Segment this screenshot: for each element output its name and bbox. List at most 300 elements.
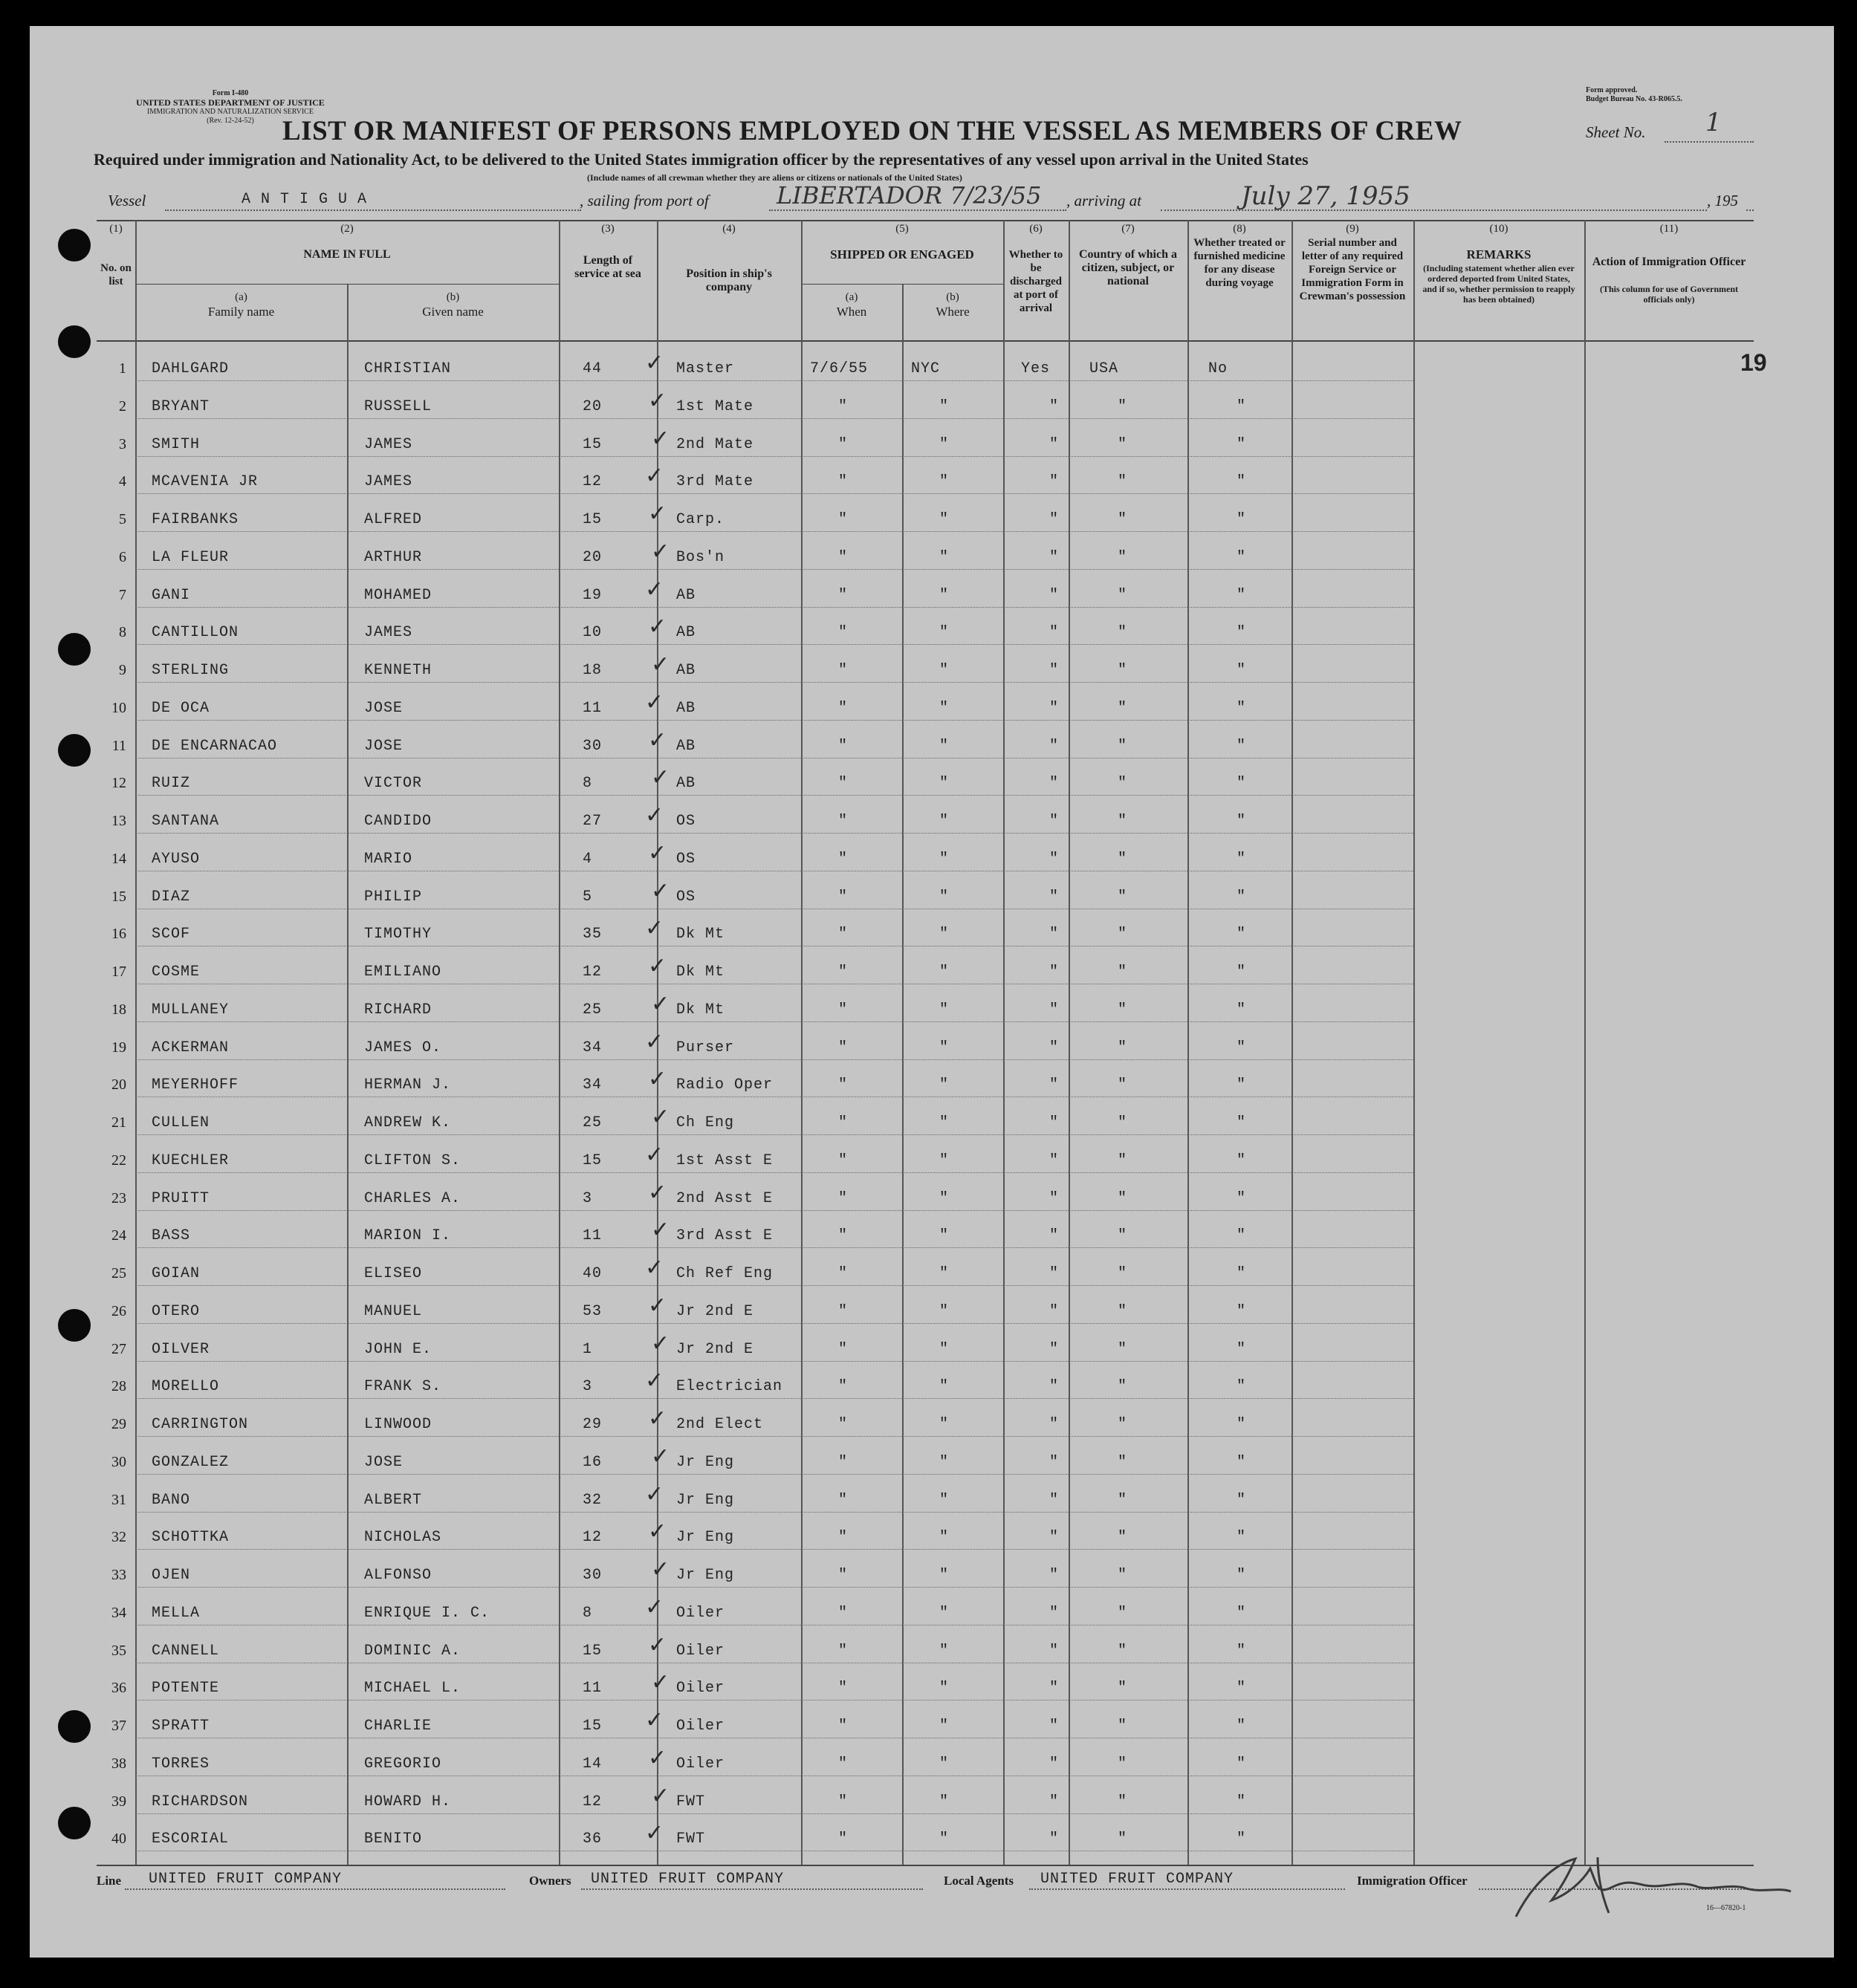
row-rule (135, 682, 1413, 683)
position: Master (676, 360, 735, 377)
agents-line (1029, 1888, 1345, 1890)
row-number: 32 (111, 1529, 126, 1546)
shipped-where: " (939, 473, 950, 491)
shipped-when: " (838, 397, 849, 415)
shipped-where: " (939, 511, 950, 528)
family-name: MELLA (152, 1604, 201, 1622)
position: Bos'n (676, 548, 725, 566)
treated: " (1237, 699, 1247, 717)
discharged: " (1049, 1151, 1060, 1169)
col5a-number: (a) (845, 291, 858, 303)
country: " (1118, 1642, 1128, 1660)
service: IMMIGRATION AND NATURALIZATION SERVICE (147, 108, 314, 116)
given-name: PHILIP (364, 888, 423, 906)
discharged: " (1049, 1642, 1060, 1660)
line-line (125, 1888, 505, 1890)
given-name: CANDIDO (364, 813, 432, 830)
check-mark: ✓ (651, 1217, 670, 1244)
check-mark: ✓ (645, 915, 664, 942)
given-name: RUSSELL (364, 397, 432, 415)
discharged: " (1049, 1718, 1060, 1735)
check-mark: ✓ (645, 576, 664, 602)
country: " (1118, 775, 1128, 793)
position: Jr 2nd E (676, 1302, 754, 1320)
country: " (1118, 1189, 1128, 1207)
form-number: Form I-480 (212, 89, 249, 97)
punch-hole (58, 229, 91, 262)
treated: " (1237, 1189, 1247, 1207)
country: " (1118, 1529, 1128, 1547)
check-mark: ✓ (648, 839, 667, 866)
country: " (1118, 1001, 1128, 1019)
given-name: RICHARD (364, 1001, 432, 1019)
treated: " (1237, 1491, 1247, 1509)
officer-label: Immigration Officer (1357, 1874, 1468, 1888)
given-name: HERMAN J. (364, 1076, 452, 1094)
position: Carp. (676, 511, 725, 528)
shipped-when: " (838, 1039, 849, 1056)
table-row (0, 1744, 1857, 1793)
row-number: 37 (111, 1718, 126, 1734)
row-number: 21 (111, 1114, 126, 1131)
count-mark: 19 (1740, 349, 1767, 376)
service-years: 3 (583, 1189, 593, 1207)
position: FWT (676, 1793, 706, 1810)
discharged: " (1049, 1453, 1060, 1471)
row-rule (135, 380, 1413, 381)
service-years: 30 (583, 737, 603, 755)
shipped-where: " (939, 1793, 950, 1810)
shipped-where: " (939, 775, 950, 793)
shipped-where: " (939, 699, 950, 717)
table-row (0, 1594, 1857, 1642)
table-row (0, 689, 1857, 737)
treated: " (1237, 964, 1247, 981)
treated: No (1208, 360, 1228, 377)
shipped-where: " (939, 662, 950, 679)
discharged: " (1049, 397, 1060, 415)
row-rule (135, 1813, 1413, 1814)
sheet-number: 1 (1705, 108, 1722, 137)
line-label: Line (97, 1874, 122, 1888)
check-mark: ✓ (648, 501, 667, 527)
service-years: 20 (583, 397, 603, 415)
table-row (0, 1556, 1857, 1604)
shipped-where: " (939, 1076, 950, 1094)
table-row (0, 1406, 1857, 1453)
given-name: TIMOTHY (364, 926, 432, 943)
check-mark: ✓ (648, 614, 667, 640)
shipped-where: " (939, 1001, 950, 1019)
shipped-when: " (838, 662, 849, 679)
check-mark: ✓ (651, 1669, 670, 1696)
col2a-header: Family name (207, 305, 275, 319)
family-name: SCHOTTKA (152, 1529, 230, 1547)
table-row (0, 652, 1857, 699)
row-number: 4 (119, 473, 126, 490)
table-row (0, 1707, 1857, 1755)
position: 3rd Mate (676, 473, 754, 491)
shipped-where: " (939, 1151, 950, 1169)
treated: " (1237, 1567, 1247, 1584)
table-row (0, 1481, 1857, 1529)
col9-header: Serial number and letter of any required Foreign Service or Immigration Form in Crewman's possession (1299, 237, 1406, 302)
shipped-when: " (838, 1680, 849, 1698)
year-label: , 195 (1707, 192, 1738, 209)
service-years: 12 (583, 473, 603, 491)
discharged: " (1049, 1340, 1060, 1358)
service-years: 14 (583, 1755, 603, 1773)
row-rule (135, 1474, 1413, 1475)
position: AB (676, 737, 696, 755)
discharged: " (1049, 926, 1060, 943)
shipped-where: " (939, 1642, 950, 1660)
shipped-where: " (939, 1491, 950, 1509)
discharged: " (1049, 964, 1060, 981)
service-years: 36 (583, 1831, 603, 1848)
shipped-where: " (939, 1265, 950, 1282)
table-row (0, 727, 1857, 775)
col7-number: (7) (1121, 223, 1135, 235)
given-name: VICTOR (364, 775, 423, 793)
include-note: (Include names of all crewman whether they are aliens or citizens or nationals of the United States) (587, 172, 962, 183)
given-name: ALBERT (364, 1491, 423, 1509)
position: AB (676, 775, 696, 793)
discharged: " (1049, 473, 1060, 491)
treated: " (1237, 737, 1247, 755)
shipped-when: " (838, 473, 849, 491)
check-mark: ✓ (645, 463, 664, 490)
row-rule (135, 1285, 1413, 1286)
shipped-when: " (838, 1265, 849, 1282)
shipped-where: " (939, 1227, 950, 1245)
sailing-label: , sailing from port of (580, 192, 709, 209)
row-rule (135, 418, 1413, 419)
owners-line (581, 1888, 923, 1890)
vessel-name: A N T I G U A (242, 191, 368, 208)
row-number: 22 (111, 1151, 126, 1169)
discharged: " (1049, 1793, 1060, 1810)
position: 2nd Asst E (676, 1189, 774, 1207)
shipped-when: " (838, 1453, 849, 1471)
shipped-when: " (838, 1718, 849, 1735)
shipped-when: " (838, 624, 849, 642)
treated: " (1237, 1831, 1247, 1848)
shipped-where: " (939, 624, 950, 642)
family-name: CULLEN (152, 1114, 210, 1131)
shipped-when: " (838, 1793, 849, 1810)
col11-number: (11) (1659, 223, 1679, 235)
table-row (0, 1217, 1857, 1264)
shipped-when: " (838, 1151, 849, 1169)
discharged: " (1049, 1680, 1060, 1698)
discharged: " (1049, 548, 1060, 566)
family-name: AYUSO (152, 850, 201, 868)
check-mark: ✓ (645, 350, 664, 376)
row-rule (135, 833, 1413, 834)
budget-bureau: Budget Bureau No. 43-R065.5. (1586, 95, 1682, 103)
table-row (0, 614, 1857, 661)
row-rule (135, 1587, 1413, 1588)
department: UNITED STATES DEPARTMENT OF JUSTICE (136, 97, 325, 108)
position: AB (676, 662, 696, 679)
family-name: RICHARDSON (152, 1793, 249, 1810)
row-rule (135, 493, 1413, 494)
given-name: CHARLES A. (364, 1189, 461, 1207)
discharged: " (1049, 1604, 1060, 1622)
shipped-when: " (838, 511, 849, 528)
table-row (0, 1518, 1857, 1566)
position: Oiler (676, 1604, 725, 1622)
discharged: " (1049, 511, 1060, 528)
shipped-where: " (939, 548, 950, 566)
col1-number: (1) (109, 223, 123, 235)
country: " (1118, 1076, 1128, 1094)
table-row (0, 576, 1857, 624)
shipped-where: " (939, 1604, 950, 1622)
row-number: 16 (111, 926, 126, 943)
position: AB (676, 586, 696, 604)
shipped-when: " (838, 548, 849, 566)
check-mark: ✓ (651, 1104, 670, 1130)
row-number: 13 (111, 813, 126, 829)
table-row (0, 1631, 1857, 1680)
row-number: 23 (111, 1189, 126, 1206)
position: Jr Eng (676, 1529, 735, 1547)
discharged: " (1049, 1529, 1060, 1547)
row-rule (135, 531, 1413, 532)
check-mark: ✓ (651, 877, 670, 904)
family-name: KUECHLER (152, 1151, 230, 1169)
table-row (0, 538, 1857, 586)
table-row (0, 1104, 1857, 1151)
service-years: 40 (583, 1265, 603, 1282)
position: 1st Mate (676, 397, 754, 415)
shipped-when: " (838, 1114, 849, 1131)
family-name: SANTANA (152, 813, 220, 830)
shipped-when: " (838, 737, 849, 755)
treated: " (1237, 1151, 1247, 1169)
shipped-where: " (939, 435, 950, 453)
row-number: 30 (111, 1453, 126, 1470)
shipped-where: " (939, 888, 950, 906)
discharged: " (1049, 1567, 1060, 1584)
shipped-where: " (939, 964, 950, 981)
row-number: 17 (111, 964, 126, 980)
col8-header: Whether treated or furnished medicine for any disease during voyage (1193, 237, 1286, 289)
shipped-where: " (939, 397, 950, 415)
discharged: " (1049, 1491, 1060, 1509)
sheet-label: Sheet No. (1586, 123, 1646, 141)
col2-number: (2) (340, 223, 354, 235)
treated: " (1237, 1604, 1247, 1622)
service-years: 15 (583, 1642, 603, 1660)
family-name: ACKERMAN (152, 1039, 230, 1056)
country: " (1118, 1680, 1128, 1698)
check-mark: ✓ (651, 1782, 670, 1809)
row-number: 5 (119, 511, 126, 527)
family-name: SMITH (152, 435, 201, 453)
service-years: 19 (583, 586, 603, 604)
treated: " (1237, 1793, 1247, 1810)
row-number: 9 (119, 662, 126, 678)
service-years: 44 (583, 360, 603, 377)
treated: " (1237, 1076, 1247, 1094)
row-rule (135, 795, 1413, 796)
given-name: JOSE (364, 699, 404, 717)
shipped-where: " (939, 1416, 950, 1433)
service-years: 12 (583, 964, 603, 981)
service-years: 8 (583, 775, 593, 793)
check-mark: ✓ (651, 990, 670, 1017)
service-years: 53 (583, 1302, 603, 1320)
table-row (0, 990, 1857, 1039)
given-name: DOMINIC A. (364, 1642, 461, 1660)
country: " (1118, 1793, 1128, 1810)
form-approved: Form approved. (1586, 86, 1638, 94)
col5a-header: When (836, 305, 867, 319)
row-number: 29 (111, 1416, 126, 1432)
country: " (1118, 1567, 1128, 1584)
family-name: DAHLGARD (152, 360, 230, 377)
service-years: 3 (583, 1378, 593, 1396)
row-number: 11 (111, 737, 126, 754)
service-years: 11 (583, 699, 603, 717)
given-name: JAMES (364, 624, 413, 642)
family-name: OJEN (152, 1567, 191, 1584)
officer-signature (1486, 1842, 1798, 1932)
row-rule (135, 569, 1413, 570)
row-rule (135, 1361, 1413, 1362)
country: " (1118, 397, 1128, 415)
service-years: 35 (583, 926, 603, 943)
table-row (0, 1141, 1857, 1189)
service-years: 11 (583, 1680, 603, 1698)
given-name: ALFONSO (364, 1567, 432, 1584)
check-mark: ✓ (648, 1631, 667, 1658)
table-row (0, 463, 1857, 510)
position: OS (676, 850, 696, 868)
shipped-when: " (838, 1567, 849, 1584)
sheet-line (1665, 141, 1754, 143)
check-mark: ✓ (645, 1028, 664, 1055)
table-row (0, 1330, 1857, 1378)
treated: " (1237, 473, 1247, 491)
table-row (0, 915, 1857, 963)
shipped-where: " (939, 1340, 950, 1358)
shipped-where: " (939, 1755, 950, 1773)
family-name: MCAVENIA JR (152, 473, 259, 491)
row-number: 40 (111, 1831, 126, 1848)
country: " (1118, 1378, 1128, 1396)
treated: " (1237, 1453, 1247, 1471)
check-mark: ✓ (645, 1141, 664, 1168)
given-name: JOHN E. (364, 1340, 432, 1358)
family-name: OTERO (152, 1302, 201, 1320)
table-row (0, 1669, 1857, 1717)
country: " (1118, 511, 1128, 528)
shipped-where: " (939, 1567, 950, 1584)
row-rule (135, 607, 1413, 608)
given-name: MOHAMED (364, 586, 432, 604)
discharged: " (1049, 850, 1060, 868)
discharged: " (1049, 1416, 1060, 1433)
col2a-number: (a) (235, 291, 247, 303)
service-years: 5 (583, 888, 593, 906)
table-row (0, 839, 1857, 888)
discharged: " (1049, 699, 1060, 717)
shipped-when: " (838, 1831, 849, 1848)
position: FWT (676, 1831, 706, 1848)
given-name: ARTHUR (364, 548, 423, 566)
treated: " (1237, 850, 1247, 868)
family-name: SCOF (152, 926, 191, 943)
print-code: 16—67820-1 (1706, 1904, 1746, 1912)
col2-header: NAME IN FULL (303, 248, 391, 261)
treated: " (1237, 397, 1247, 415)
table-row (0, 1782, 1857, 1831)
given-name: NICHOLAS (364, 1529, 442, 1547)
given-name: ALFRED (364, 511, 423, 528)
country: " (1118, 662, 1128, 679)
shipped-where: " (939, 1680, 950, 1698)
family-name: TORRES (152, 1755, 210, 1773)
family-name: DIAZ (152, 888, 191, 906)
discharged: " (1049, 435, 1060, 453)
country: " (1118, 1491, 1128, 1509)
check-mark: ✓ (648, 1292, 667, 1319)
shipped-where: " (939, 1189, 950, 1207)
row-number: 25 (111, 1265, 126, 1282)
shipped-when: " (838, 1642, 849, 1660)
shipped-where: " (939, 1039, 950, 1056)
country: USA (1089, 360, 1119, 377)
country: " (1118, 1831, 1128, 1848)
position: 1st Asst E (676, 1151, 774, 1169)
position: AB (676, 624, 696, 642)
treated: " (1237, 1227, 1247, 1245)
service-years: 12 (583, 1529, 603, 1547)
check-mark: ✓ (645, 1368, 664, 1394)
discharged: " (1049, 888, 1060, 906)
country: " (1118, 1755, 1128, 1773)
shipped-when: " (838, 1302, 849, 1320)
check-mark: ✓ (648, 1066, 667, 1093)
shipped-when: " (838, 699, 849, 717)
treated: " (1237, 1265, 1247, 1282)
col7-header: Country of which a citizen, subject, or national (1078, 248, 1177, 288)
arriving-label: , arriving at (1066, 192, 1141, 209)
shipped-where: " (939, 1302, 950, 1320)
col10-number: (10) (1489, 223, 1508, 235)
row-number: 39 (111, 1793, 126, 1810)
treated: " (1237, 1755, 1247, 1773)
check-mark: ✓ (651, 652, 670, 678)
country: " (1118, 1151, 1128, 1169)
check-mark: ✓ (648, 1518, 667, 1545)
family-name: CANTILLON (152, 624, 239, 642)
row-number: 12 (111, 775, 126, 792)
family-name: BASS (152, 1227, 191, 1245)
row-number: 26 (111, 1302, 126, 1319)
position: Oiler (676, 1680, 725, 1698)
position: Ch Ref Eng (676, 1265, 774, 1282)
line-value: UNITED FRUIT COMPANY (149, 1871, 343, 1888)
shipped-when: " (838, 964, 849, 981)
shipped-where: " (939, 1718, 950, 1735)
given-name: EMILIANO (364, 964, 442, 981)
col1-header: No. on list (100, 262, 132, 288)
